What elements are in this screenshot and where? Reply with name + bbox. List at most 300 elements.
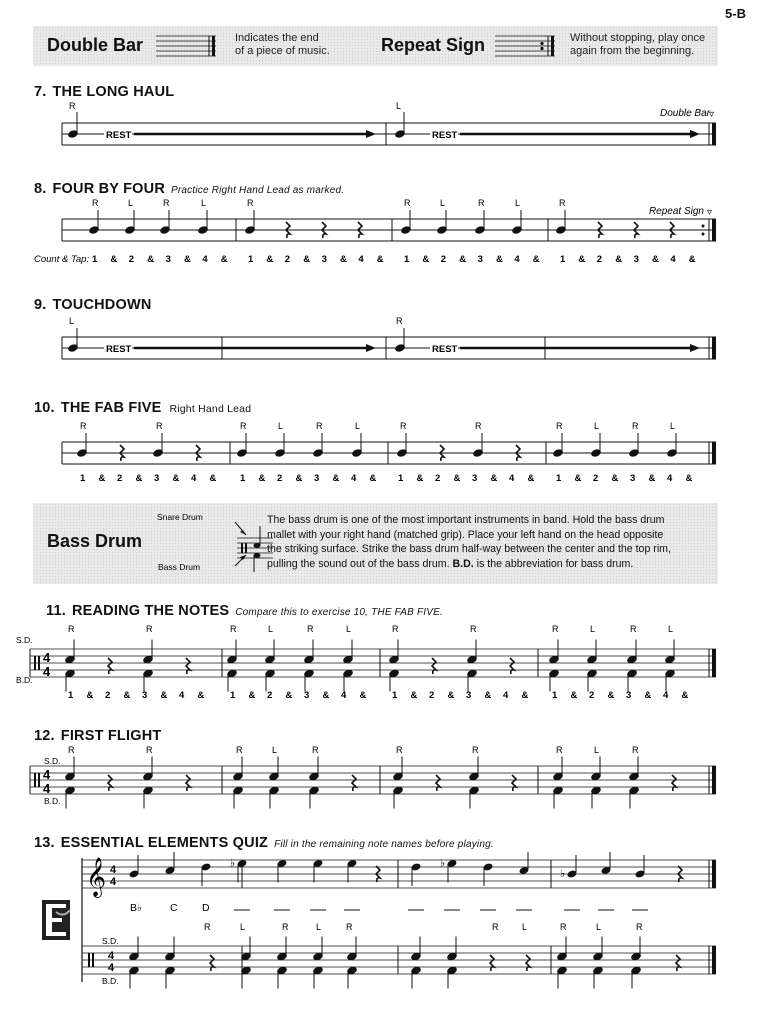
- rest-label: REST: [106, 130, 132, 141]
- note-head-icon: [552, 786, 564, 809]
- note-head-icon: [276, 966, 288, 989]
- note-group: [64, 640, 676, 692]
- note-head-icon: [64, 640, 76, 665]
- exercise-11-staff: [0, 619, 768, 705]
- count-label: &: [532, 254, 540, 265]
- count-label: 4: [191, 473, 197, 484]
- count-label: 3: [477, 254, 483, 265]
- sticking-label: R: [630, 624, 637, 634]
- time-signature-top: 4: [110, 864, 117, 876]
- note-head-icon: [268, 786, 280, 809]
- exercise-8-name: FOUR BY FOUR: [52, 181, 165, 197]
- exercise-13-note: Fill in the remaining note names before playing.: [274, 839, 494, 850]
- count-label: 4: [358, 254, 364, 265]
- sticking-label: L: [268, 624, 274, 634]
- flat-icon: ♭: [560, 868, 566, 880]
- sticking-label: L: [316, 922, 322, 932]
- note-head-icon: [342, 640, 354, 665]
- repeat-sign-title: Repeat Sign: [381, 35, 486, 55]
- sticking-label: R: [163, 198, 170, 208]
- sticking-label: R: [230, 624, 237, 634]
- note-head-icon: [128, 966, 140, 989]
- sticking-label: R: [392, 624, 399, 634]
- count-label: &: [110, 254, 118, 265]
- bass-drum-text-line: mallet with your right hand (matched grip). Place your left hand on the head opposite: [267, 528, 664, 541]
- count-label: &: [416, 473, 424, 484]
- quarter-rest-icon: [512, 775, 516, 791]
- bd-label: B.D.: [102, 976, 119, 986]
- note-head-icon: [226, 669, 238, 692]
- sticking-label: R: [236, 745, 243, 755]
- time-signature-top: 4: [43, 767, 51, 782]
- count-label: &: [688, 254, 696, 265]
- essential-elements-logo-icon: [42, 900, 70, 940]
- note-head-icon: [447, 859, 458, 883]
- sticking-label: R: [80, 421, 87, 431]
- sticking-label: L: [668, 624, 674, 634]
- sticking-label: R: [156, 421, 163, 431]
- sticking-label: R: [247, 198, 254, 208]
- sticking-label: R: [69, 101, 76, 111]
- count-label: 3: [304, 690, 310, 701]
- note-head-icon: [312, 966, 324, 989]
- count-label: 4: [341, 690, 347, 701]
- note-head-icon: [268, 757, 280, 782]
- count-label: &: [615, 254, 623, 265]
- arrow-down-icon: ▿: [709, 109, 715, 120]
- count-label: &: [484, 690, 492, 701]
- note-head-icon: [342, 669, 354, 692]
- note-head-icon: [590, 433, 602, 458]
- note-head-icon: [664, 669, 676, 692]
- note-head-icon: [446, 937, 458, 962]
- sticking-label: R: [492, 922, 499, 932]
- arrow-down-icon: ▿: [707, 207, 713, 218]
- count-label: 3: [314, 473, 320, 484]
- note-head-icon: [392, 786, 404, 809]
- sticking-label: R: [560, 922, 567, 932]
- count-label: &: [578, 254, 586, 265]
- count-label: 1: [230, 690, 236, 701]
- note-head-icon: [232, 757, 244, 782]
- count-label: &: [652, 254, 659, 265]
- double-bar-icon: [156, 32, 216, 60]
- note-group: [76, 433, 678, 461]
- count-label: 2: [435, 473, 441, 484]
- exercise-11-number: 11.: [46, 603, 66, 619]
- count-label: 1: [392, 690, 398, 701]
- note-head-icon: [128, 937, 140, 962]
- double-bar-desc-line1: Indicates the end: [235, 32, 319, 44]
- note-head-icon: [274, 433, 286, 458]
- sticking-row: [204, 922, 643, 932]
- count-label: 3: [142, 690, 148, 701]
- count-label: 2: [596, 254, 603, 265]
- note-head-icon: [666, 433, 678, 458]
- sticking-label: R: [204, 922, 211, 932]
- flat-icon: ♭: [440, 857, 446, 870]
- count-label: 3: [154, 473, 160, 484]
- quarter-rest-icon: [676, 955, 680, 971]
- sticking-label: L: [272, 745, 278, 755]
- time-signature-top: 4: [43, 650, 51, 665]
- note-head-icon: [626, 640, 638, 665]
- note-head-icon: [226, 640, 238, 665]
- note-head-icon: [592, 937, 604, 962]
- note-head-icon: [548, 669, 560, 692]
- note-head-icon: [396, 433, 408, 458]
- count-label: &: [86, 690, 94, 701]
- exercise-12-number: 12.: [34, 728, 55, 744]
- count-label: 4: [670, 254, 676, 265]
- sticking-label: R: [556, 421, 563, 431]
- treble-clef-icon: 𝄞: [86, 858, 107, 896]
- sticking-label: L: [69, 316, 75, 326]
- sticking-label: R: [552, 624, 559, 634]
- bass-drum-text-line: The bass drum is one of the most important instruments in band. Hold the bass drum: [267, 514, 665, 526]
- flat-icon: ♭: [230, 857, 236, 870]
- sticking-label: R: [400, 421, 407, 431]
- note-head-icon: [586, 640, 598, 665]
- rest-label: REST: [432, 344, 458, 355]
- note-head-icon: [466, 640, 478, 665]
- quarter-rest-icon: [186, 775, 190, 791]
- count-label: 1: [92, 254, 98, 265]
- bd-label: B.D.: [16, 675, 33, 685]
- note-head-icon: [519, 852, 530, 875]
- quarter-rest-icon: [436, 775, 440, 791]
- note-name: C: [170, 902, 178, 914]
- sticking-label: R: [307, 624, 314, 634]
- note-head-icon: [630, 966, 642, 989]
- count-label: &: [447, 690, 455, 701]
- note-head-icon: [64, 757, 76, 782]
- note-head-icon: [152, 433, 164, 458]
- count-label: 2: [284, 254, 291, 265]
- note-head-icon: [552, 433, 564, 458]
- note-head-icon: [236, 433, 248, 458]
- exercise-11-title: [46, 603, 443, 619]
- note-head-icon: [64, 786, 76, 809]
- count-label: &: [123, 690, 131, 701]
- count-label: 2: [277, 473, 283, 484]
- count-label: &: [644, 690, 652, 701]
- time-signature-bottom: 4: [43, 664, 51, 679]
- sticking-row: [80, 421, 675, 431]
- count-label: &: [521, 690, 529, 701]
- note-head-icon: [556, 966, 568, 989]
- note-head-icon: [164, 966, 176, 989]
- count-label: 4: [667, 473, 673, 484]
- note-head-icon: [586, 669, 598, 692]
- bd-abbreviation: B.D.: [452, 557, 474, 570]
- note-head-icon: [628, 433, 640, 458]
- repeat-sign-side-label: Repeat Sign: [648, 206, 704, 217]
- count-label: 1: [398, 473, 404, 484]
- sticking-label: L: [670, 421, 676, 431]
- double-bar-desc: [235, 32, 330, 58]
- exercise-9-title: [34, 297, 152, 313]
- sticking-label: L: [596, 922, 602, 932]
- double-bar-title: Double Bar: [47, 35, 144, 55]
- count-label: &: [453, 473, 461, 484]
- sticking-label: L: [515, 198, 521, 208]
- note-head-icon: [264, 640, 276, 665]
- note-head-icon: [590, 757, 602, 782]
- count-label: &: [359, 690, 367, 701]
- note-head-icon: [552, 757, 564, 782]
- sticking-label: L: [278, 421, 284, 431]
- note-head-icon: [446, 966, 458, 989]
- note-head-icon: [165, 852, 176, 875]
- time-signature-bottom: 4: [108, 962, 115, 974]
- sticking-label: L: [440, 198, 446, 208]
- exercise-13-score: [0, 852, 768, 992]
- note-head-icon: [308, 786, 320, 809]
- count-label: 2: [440, 254, 447, 265]
- count-tap-label: Count & Tap:: [34, 254, 90, 265]
- exercise-8-staff: [0, 195, 768, 270]
- quarter-rest-icon: [526, 955, 530, 971]
- exercise-13-number: 13.: [34, 835, 55, 851]
- count-label: 4: [663, 690, 669, 701]
- count-label: 4: [351, 473, 357, 484]
- exercise-9-number: 9.: [34, 297, 47, 313]
- bass-drum-box: [33, 503, 718, 584]
- time-signature-top: 4: [108, 950, 115, 962]
- exercise-7-name: THE LONG HAUL: [52, 84, 175, 100]
- exercise-13-title: [34, 835, 494, 851]
- bass-drum-text-tail: is the abbreviation for bass drum.: [473, 557, 634, 570]
- count-label: &: [490, 473, 498, 484]
- sticking-label: R: [316, 421, 323, 431]
- count-label: 1: [404, 254, 410, 265]
- count-label: &: [332, 473, 340, 484]
- note-head-icon: [276, 937, 288, 962]
- sticking-label: R: [478, 198, 485, 208]
- count-label: 3: [466, 690, 472, 701]
- note-head-icon: [630, 937, 642, 962]
- count-label: &: [681, 690, 689, 701]
- count-label: 2: [593, 473, 599, 484]
- quarter-rest-icon: [432, 658, 436, 674]
- exercise-9-staff: [0, 313, 768, 373]
- sticking-label: R: [68, 624, 75, 634]
- count-label: 3: [626, 690, 632, 701]
- note-head-icon: [264, 669, 276, 692]
- note-head-icon: [388, 640, 400, 665]
- sticking-label: L: [201, 198, 207, 208]
- sticking-label: R: [632, 745, 639, 755]
- note-head-icon: [64, 669, 76, 692]
- count-label: 2: [589, 690, 595, 701]
- exercise-11-name: READING THE NOTES: [71, 603, 230, 619]
- count-label: &: [220, 254, 228, 265]
- count-label: &: [410, 690, 418, 701]
- sticking-label: L: [594, 745, 600, 755]
- bass-drum-text-line: the striking surface. Strike the bass drum half-way between the center and the top rim,: [267, 543, 671, 555]
- sticking-label: R: [146, 745, 153, 755]
- count-label: &: [303, 254, 311, 265]
- note-group: [64, 757, 676, 809]
- note-head-icon: [472, 433, 484, 458]
- count-label: 3: [630, 473, 636, 484]
- note-name: D: [202, 902, 210, 914]
- count-label: &: [197, 690, 205, 701]
- count-label: 1: [560, 254, 566, 265]
- note-head-icon: [351, 433, 363, 458]
- sticking-label: R: [559, 198, 566, 208]
- time-signature-bottom: 4: [43, 781, 51, 796]
- count-label: &: [369, 473, 377, 484]
- sticking-label: R: [396, 316, 403, 326]
- note-head-icon: [466, 669, 478, 692]
- exercise-11-note: Compare this to exercise 10, THE FAB FIVE.: [235, 607, 443, 618]
- sticking-label: L: [396, 101, 402, 111]
- note-head-icon: [303, 669, 315, 692]
- note-head-icon: [468, 786, 480, 809]
- bd-label: B.D.: [44, 796, 61, 806]
- measure-3-notes: [400, 210, 523, 235]
- sd-label: S.D.: [102, 936, 119, 946]
- exercise-8-number: 8.: [34, 181, 47, 197]
- count-label: 2: [117, 473, 123, 484]
- note-head-icon: [232, 786, 244, 809]
- sticking-label: L: [355, 421, 361, 431]
- count-label: 1: [68, 690, 74, 701]
- sticking-label: R: [632, 421, 639, 431]
- count-label: 4: [179, 690, 185, 701]
- sticking-label: R: [475, 421, 482, 431]
- drum-notes: [128, 937, 680, 989]
- count-label: 1: [248, 254, 254, 265]
- count-label: 3: [321, 254, 327, 265]
- note-head-icon: [388, 669, 400, 692]
- exercise-12-title: [34, 728, 161, 744]
- sticking-label: L: [590, 624, 596, 634]
- count-label: 3: [472, 473, 478, 484]
- count-label: 4: [514, 254, 520, 265]
- note-head-icon: [468, 757, 480, 782]
- count-label: 1: [552, 690, 558, 701]
- double-bar-side-label: Double Bar: [659, 108, 710, 119]
- legend-box: [33, 26, 718, 66]
- sticking-label: R: [472, 745, 479, 755]
- note-head-icon: [347, 859, 358, 883]
- sd-label: S.D.: [16, 635, 33, 645]
- time-signature-bottom: 4: [110, 876, 117, 888]
- repeat-sign-desc: [570, 32, 705, 58]
- count-label: &: [574, 473, 582, 484]
- sticking-label: R: [312, 745, 319, 755]
- measure-2-notes: [244, 210, 362, 238]
- exercise-10-name: THE FAB FIVE: [60, 400, 162, 416]
- sticking-label: R: [470, 624, 477, 634]
- note-head-icon: [277, 859, 288, 883]
- note-head-icon: [142, 786, 154, 809]
- sticking-label: R: [240, 421, 247, 431]
- repeat-sign-icon: [495, 32, 555, 60]
- note-head-icon: [590, 786, 602, 809]
- sticking-label: L: [594, 421, 600, 431]
- quarter-rest-icon: [186, 658, 190, 674]
- count-label: 2: [429, 690, 435, 701]
- count-label: &: [459, 254, 467, 265]
- note-head-icon: [626, 669, 638, 692]
- count-label: &: [248, 690, 256, 701]
- count-label: &: [496, 254, 503, 265]
- note-head-icon: [346, 937, 358, 962]
- sd-label: S.D.: [44, 756, 61, 766]
- note-head-icon: [346, 966, 358, 989]
- note-head-icon: [313, 859, 324, 883]
- count-label: &: [422, 254, 430, 265]
- sticking-label: R: [68, 745, 75, 755]
- count-label: &: [295, 473, 303, 484]
- count-label: 2: [128, 254, 135, 265]
- count-label: &: [135, 473, 143, 484]
- bass-drum-text-line4: pulling the sound out of the bass drum.: [267, 557, 450, 570]
- count-label: 2: [267, 690, 273, 701]
- note-head-icon: [628, 757, 640, 782]
- note-head-icon: [312, 433, 324, 458]
- measure-1-notes: [88, 210, 209, 235]
- rest-label: REST: [432, 130, 458, 141]
- exercise-7-staff: [0, 98, 768, 158]
- sticking-label: L: [346, 624, 352, 634]
- count-label: &: [527, 473, 535, 484]
- count-label: &: [648, 473, 656, 484]
- sticking-label: L: [128, 198, 134, 208]
- note-head-icon: [164, 937, 176, 962]
- note-head-icon: [601, 852, 612, 875]
- count-label: 4: [509, 473, 515, 484]
- page-number: 5-B: [725, 6, 746, 21]
- count-label: &: [685, 473, 693, 484]
- count-row: [80, 473, 693, 484]
- note-head-icon: [142, 640, 154, 665]
- note-head-icon: [76, 433, 88, 458]
- count-label: &: [98, 473, 106, 484]
- quarter-rest-icon: [352, 775, 356, 791]
- count-label: 3: [165, 254, 171, 265]
- note-head-icon: [664, 640, 676, 665]
- quarter-rest-icon: [210, 955, 214, 971]
- sticking-label: R: [636, 922, 643, 932]
- count-label: &: [258, 473, 266, 484]
- repeat-sign-desc-line1: Without stopping, play once: [570, 32, 706, 44]
- double-bar-desc-line2: of a piece of music.: [235, 45, 330, 57]
- count-label: &: [322, 690, 330, 701]
- quarter-rest-icon: [108, 658, 112, 674]
- sticking-label: R: [396, 745, 403, 755]
- sticking-label: R: [146, 624, 153, 634]
- count-row: [92, 254, 696, 265]
- count-label: &: [266, 254, 274, 265]
- exercise-10-subtitle: Right Hand Lead: [169, 403, 252, 415]
- quarter-rest-icon: [108, 775, 112, 791]
- snare-drum-label: Snare Drum: [157, 512, 203, 522]
- count-label: &: [172, 473, 180, 484]
- note-head-icon: [628, 786, 640, 809]
- sticking-row: [68, 745, 639, 755]
- count-label: &: [570, 690, 578, 701]
- sticking-label: R: [346, 922, 353, 932]
- note-name: B♭: [130, 902, 142, 914]
- note-head-icon: [556, 937, 568, 962]
- quarter-rest-icon: [490, 955, 494, 971]
- exercise-9-name: TOUCHDOWN: [52, 297, 152, 313]
